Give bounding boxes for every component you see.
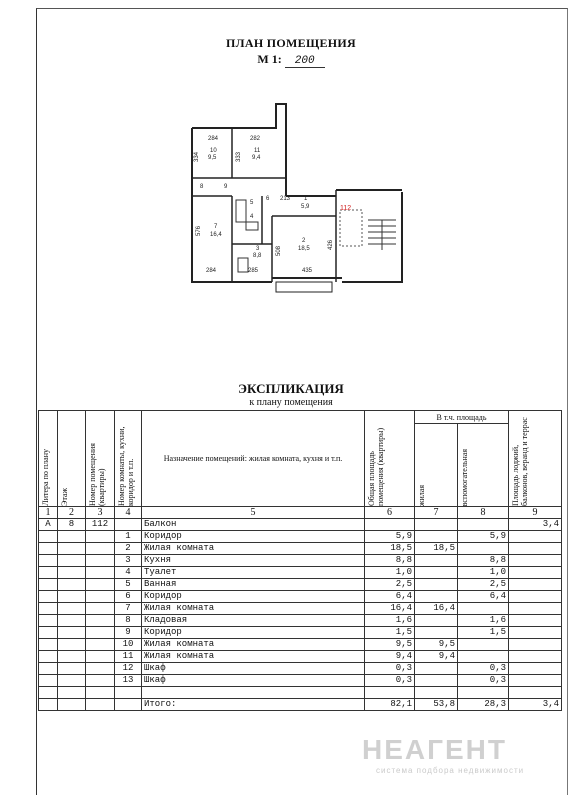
cell-loggia: [509, 579, 562, 591]
cell-floor: [58, 603, 86, 615]
cell-total: 18,5: [365, 543, 415, 555]
cell-room: 4: [115, 567, 142, 579]
dim-282: 282: [250, 136, 261, 142]
table-row: [39, 615, 562, 627]
cell-living: [415, 591, 458, 603]
explication-subtitle: к плану помещения: [249, 397, 333, 408]
table-row: [39, 663, 562, 675]
cell-floor: 8: [58, 519, 86, 531]
room-7-number: 7: [214, 224, 218, 230]
cell-living: [415, 531, 458, 543]
cell-name: Жилая комната: [142, 543, 365, 555]
cell-flat: [86, 603, 115, 615]
cell-floor: [58, 543, 86, 555]
cell-loggia: [509, 639, 562, 651]
total-loggia: 3,4: [509, 699, 562, 711]
cell-flat: [86, 567, 115, 579]
dim-284-bottom: 284: [206, 268, 217, 274]
col-num: 2: [58, 507, 86, 519]
cell-name: Кладовая: [142, 615, 365, 627]
watermark-logo: НЕАГЕНТ: [362, 734, 507, 765]
header-room-no: Номер комнаты, кухни, коридор и т.п.: [115, 411, 142, 507]
room-11-area: 9,4: [252, 155, 261, 161]
cell-room: 8: [115, 615, 142, 627]
cell-aux: 5,9: [458, 531, 509, 543]
cell-total: 1,5: [365, 627, 415, 639]
cell-flat: [86, 639, 115, 651]
cell-living: 9,5: [415, 639, 458, 651]
room-9-number: 9: [224, 184, 228, 190]
cell-loggia: [509, 627, 562, 639]
table-row: [39, 519, 562, 531]
table-row: [39, 555, 562, 567]
cell-aux: 8,8: [458, 555, 509, 567]
cell-flat: [86, 687, 115, 699]
cell-aux: [458, 603, 509, 615]
cell-floor: [58, 567, 86, 579]
room-10-number: 10: [210, 148, 217, 154]
cell-floor: [58, 591, 86, 603]
sink-icon: [246, 222, 258, 230]
table-row: [39, 543, 562, 555]
cell-loggia: [509, 543, 562, 555]
cell-loggia: [509, 651, 562, 663]
cell-total: 0,3: [365, 663, 415, 675]
cell-flat: [86, 591, 115, 603]
cell-total: 6,4: [365, 591, 415, 603]
col-num: 5: [142, 507, 365, 519]
cell-total: 5,9: [365, 531, 415, 543]
col-num: 6: [365, 507, 415, 519]
explication-table: [38, 410, 562, 711]
cell-loggia: [509, 615, 562, 627]
cell-aux: [458, 519, 509, 531]
cell-aux: 1,0: [458, 567, 509, 579]
table-row: [39, 675, 562, 687]
cell-litera: [39, 531, 58, 543]
cell-total: 8,8: [365, 555, 415, 567]
room-1-area: 5,9: [301, 204, 310, 210]
room-2-number: 2: [302, 238, 306, 244]
table-row: [39, 591, 562, 603]
cell-litera: [39, 663, 58, 675]
cell-name: Коридор: [142, 627, 365, 639]
total-label: Итого:: [142, 699, 365, 711]
cell-loggia: [509, 663, 562, 675]
cell-total: 9,4: [365, 651, 415, 663]
cell-name: Жилая комната: [142, 639, 365, 651]
cell-living: [415, 567, 458, 579]
cell-flat: [86, 615, 115, 627]
cell-room: 12: [115, 663, 142, 675]
cell-room: 5: [115, 579, 142, 591]
table-row: [39, 567, 562, 579]
total-row: [39, 699, 562, 711]
cell-name: Туалет: [142, 567, 365, 579]
flat-number: 112: [340, 205, 352, 212]
cell-loggia: [509, 531, 562, 543]
cell-flat: [86, 555, 115, 567]
room-8-number: 8: [200, 184, 204, 190]
table-row: [39, 687, 562, 699]
dim-435: 435: [302, 268, 313, 274]
cell-loggia: [509, 567, 562, 579]
col-num: 7: [415, 507, 458, 519]
cell-living: [415, 627, 458, 639]
cell-living: [415, 675, 458, 687]
scale-value: 200: [285, 55, 325, 68]
cell-floor: [58, 531, 86, 543]
cell-living: 18,5: [415, 543, 458, 555]
header-total: Общая площадь помещения (квартиры): [365, 411, 415, 507]
cell-floor: [58, 615, 86, 627]
cell-aux: 6,4: [458, 591, 509, 603]
cell-room: 7: [115, 603, 142, 615]
col-num: 8: [458, 507, 509, 519]
cell-total: 16,4: [365, 603, 415, 615]
cell-flat: [86, 627, 115, 639]
cell-litera: [39, 639, 58, 651]
table-row: [39, 579, 562, 591]
cell-aux: 0,3: [458, 675, 509, 687]
room-11-number: 11: [254, 148, 261, 154]
header-name: Назначение помещений: жилая комната, кухня и т.п.: [142, 411, 365, 507]
cell-litera: [39, 591, 58, 603]
cell-total: 2,5: [365, 579, 415, 591]
total-area: 82,1: [365, 699, 415, 711]
cell-flat: 112: [86, 519, 115, 531]
cell-floor: [58, 639, 86, 651]
cell-room: 9: [115, 627, 142, 639]
cell-total: 0,3: [365, 675, 415, 687]
header-incl: В т.ч. площадь: [415, 411, 509, 424]
cell-aux: 0,3: [458, 663, 509, 675]
cell-litera: [39, 651, 58, 663]
cell-aux: 1,6: [458, 615, 509, 627]
cell-floor: [58, 627, 86, 639]
dim-285: 285: [248, 268, 259, 274]
balcony-shape: [276, 282, 332, 292]
cell-room: 6: [115, 591, 142, 603]
cell-loggia: [509, 675, 562, 687]
cell-name: Шкаф: [142, 663, 365, 675]
cell-floor: [58, 651, 86, 663]
header-floor: Этаж: [58, 411, 86, 507]
cell-aux: [458, 651, 509, 663]
cell-floor: [58, 555, 86, 567]
scale-label: М 1:: [257, 52, 282, 66]
stair-hatch: [340, 210, 362, 246]
cell-flat: [86, 651, 115, 663]
dim-333: 333: [236, 151, 242, 162]
cell-flat: [86, 531, 115, 543]
dim-426: 426: [328, 239, 334, 250]
col-num: 3: [86, 507, 115, 519]
room-4-number: 4: [250, 214, 254, 220]
cell-litera: [39, 615, 58, 627]
col-num: 1: [39, 507, 58, 519]
plan-title: ПЛАН ПОМЕЩЕНИЯ: [226, 36, 356, 50]
table-row: [39, 603, 562, 615]
cell-living: [415, 579, 458, 591]
total-living: 53,8: [415, 699, 458, 711]
cell-name: Шкаф: [142, 675, 365, 687]
cell-loggia: [509, 687, 562, 699]
cell-room: 10: [115, 639, 142, 651]
stove-icon: [238, 258, 248, 272]
cell-living: 16,4: [415, 603, 458, 615]
column-numbers-row: [39, 507, 562, 519]
cell-litera: [39, 567, 58, 579]
col-num: 9: [509, 507, 562, 519]
cell-litera: [39, 543, 58, 555]
dim-576: 576: [196, 225, 202, 236]
room-3-number: 3: [256, 246, 260, 252]
header-living: жилая: [415, 424, 458, 507]
cell-aux: [458, 687, 509, 699]
explication-title: ЭКСПЛИКАЦИЯ: [238, 381, 344, 396]
cell-flat: [86, 675, 115, 687]
cell-living: 9,4: [415, 651, 458, 663]
header-flat-no: Номер помещения (квартиры): [86, 411, 115, 507]
cell-room: 11: [115, 651, 142, 663]
total-aux: 28,3: [458, 699, 509, 711]
cell-total: [365, 687, 415, 699]
dim-508: 508: [276, 245, 282, 256]
cell-total: [365, 519, 415, 531]
bathtub-icon: [236, 200, 246, 222]
room-1-number: 1: [304, 196, 308, 202]
cell-floor: [58, 675, 86, 687]
col-num: 4: [115, 507, 142, 519]
cell-flat: [86, 543, 115, 555]
cell-flat: [86, 663, 115, 675]
cell-room: [115, 687, 142, 699]
cell-total: 1,6: [365, 615, 415, 627]
cell-room: 2: [115, 543, 142, 555]
cell-floor: [58, 579, 86, 591]
cell-name: Балкон: [142, 519, 365, 531]
cell-room: 13: [115, 675, 142, 687]
room-6-number: 6: [266, 196, 270, 202]
room-10-area: 9,5: [208, 155, 217, 161]
cell-loggia: [509, 591, 562, 603]
cell-loggia: 3,4: [509, 519, 562, 531]
header-aux: вспомогательная: [458, 424, 509, 507]
room-7-area: 16,4: [210, 232, 222, 238]
cell-name: Жилая комната: [142, 651, 365, 663]
cell-aux: [458, 543, 509, 555]
cell-total: 9,5: [365, 639, 415, 651]
cell-total: 1,0: [365, 567, 415, 579]
table-row: [39, 627, 562, 639]
dim-334: 334: [194, 151, 200, 162]
cell-living: [415, 555, 458, 567]
room-3-area: 8,8: [253, 253, 262, 259]
cell-litera: [39, 687, 58, 699]
cell-name: Коридор: [142, 531, 365, 543]
cell-litera: [39, 603, 58, 615]
explication-body: [39, 519, 562, 699]
cell-aux: 2,5: [458, 579, 509, 591]
cell-loggia: [509, 555, 562, 567]
cell-aux: [458, 639, 509, 651]
cell-living: [415, 519, 458, 531]
cell-living: [415, 615, 458, 627]
floor-plan: [0, 0, 582, 380]
cell-room: [115, 519, 142, 531]
watermark-subtitle: система подбора недвижимости: [376, 766, 525, 775]
header-loggia: Площадь лоджий, балконов, веранд и террас: [509, 411, 562, 507]
dim-213: 213: [280, 196, 291, 202]
table-row: [39, 531, 562, 543]
cell-living: [415, 663, 458, 675]
cell-name: [142, 687, 365, 699]
cell-litera: [39, 675, 58, 687]
cell-name: Жилая комната: [142, 603, 365, 615]
cell-flat: [86, 579, 115, 591]
room-5-number: 5: [250, 200, 254, 206]
cell-litera: [39, 627, 58, 639]
table-row: [39, 651, 562, 663]
cell-name: Коридор: [142, 591, 365, 603]
cell-name: Ванная: [142, 579, 365, 591]
cell-aux: 1,5: [458, 627, 509, 639]
stairs-icon: [368, 220, 396, 250]
cell-litera: [39, 579, 58, 591]
cell-litera: [39, 555, 58, 567]
cell-litera: А: [39, 519, 58, 531]
cell-floor: [58, 663, 86, 675]
cell-room: 3: [115, 555, 142, 567]
cell-floor: [58, 687, 86, 699]
cell-room: 1: [115, 531, 142, 543]
cell-living: [415, 687, 458, 699]
table-row: [39, 639, 562, 651]
dim-284-top: 284: [208, 136, 219, 142]
header-litera: Литера по плану: [39, 411, 58, 507]
cell-name: Кухня: [142, 555, 365, 567]
cell-loggia: [509, 603, 562, 615]
room-2-area: 18,5: [298, 246, 310, 252]
